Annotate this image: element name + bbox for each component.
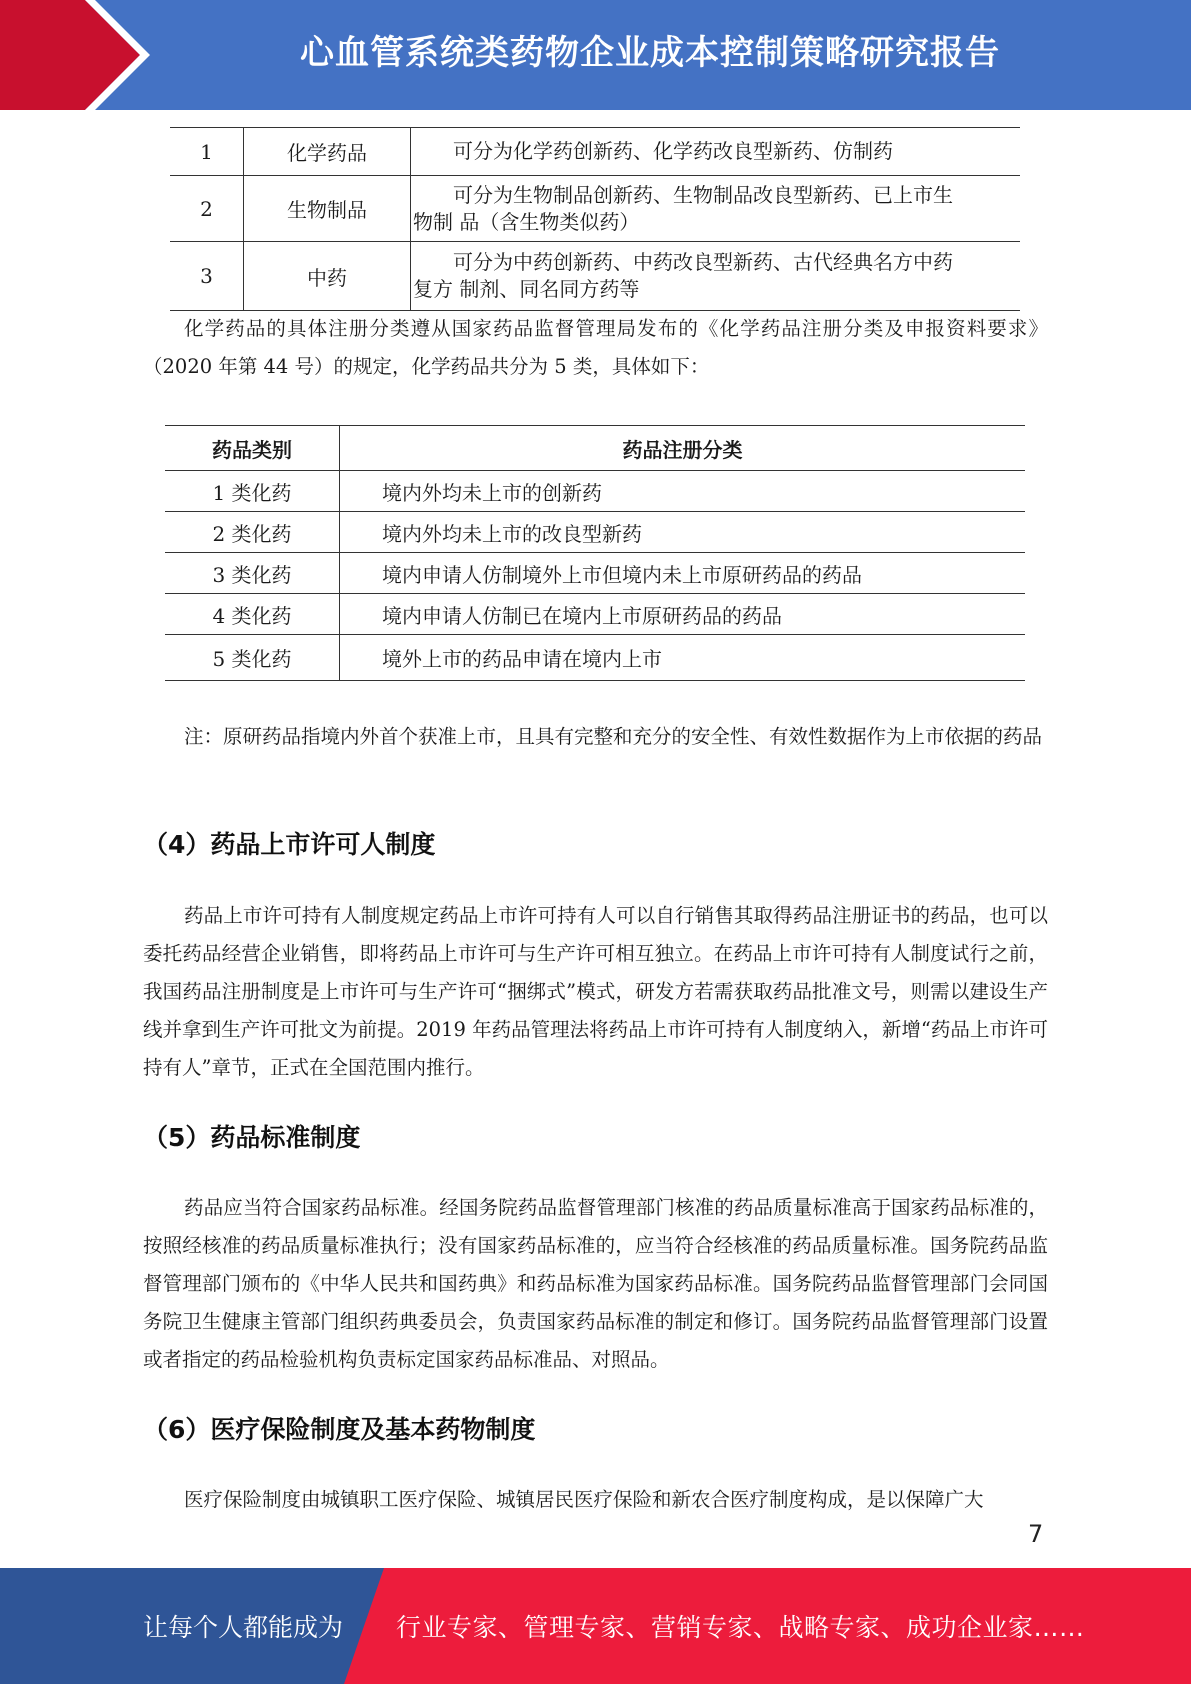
category-description: 可分为化学药创新药、化学药改良型新药、仿制药 [411,128,1021,176]
chemical-drug-registration-table [165,425,1025,681]
category-name: 中药 [244,242,411,311]
row-number: 1 [170,128,244,176]
footer-slogan-left: 让每个人都能成为 [143,1613,344,1642]
section-heading-6: （6）医疗保险制度及基本药物制度 [143,1415,536,1444]
table-row [165,594,1025,635]
table-row [165,553,1025,594]
page-number: 7 [1028,1520,1044,1548]
table-row [170,176,1020,242]
report-title: 心血管系统类药物企业成本控制策略研究报告 [300,33,1000,73]
note-paragraph: 注：原研药品指境内外首个获准上市，且具有完整和充分的安全性、有效性数据作为上市依据的药品 [184,725,1043,748]
table-row [170,242,1020,311]
table-row [165,635,1025,681]
section-heading-5: （5）药品标准制度 [143,1123,361,1152]
footer-slogan-right: 行业专家、管理专家、营销专家、战略专家、成功企业家…… [396,1613,1085,1642]
intro-paragraph: 化学药品的具体注册分类遵从国家药品监督管理局发布的《化学药品注册分类及申报资料要求》（2020 年第 44 号）的规定，化学药品共分为 5 类，具体如下： [143,317,1048,378]
table-row [165,512,1025,553]
category-name: 化学药品 [244,128,411,176]
registration-class: 境外上市的药品申请在境内上市 [340,635,1026,681]
drug-class: 5 类化药 [165,635,340,681]
drug-class: 3 类化药 [165,553,340,594]
table-row [170,128,1020,176]
registration-class: 境内外均未上市的改良型新药 [340,512,1026,553]
section-5-body: 药品应当符合国家药品标准。经国务院药品监督管理部门核准的药品质量标准高于国家药品标准的，按照经核准的药品质量标准执行；没有国家药品标准的，应当符合经核准的药品质量标准。国务院药品监督管理部门颁布的《中华人民共和国药典》和药品标准为国家药品标准。国务院药品监督管理部门会同国务院卫生健康主管部门组织药典委员会，负责国家药品标准的制定和修订。国务院药品监督管理部门设置或者指定的药品检验机构负责标定国家药品标准品、对照品。 [143,1196,1048,1371]
table-row [165,471,1025,512]
section-heading-4: （4）药品上市许可人制度 [143,830,436,859]
registration-class: 境内申请人仿制已在境内上市原研药品的药品 [340,594,1026,635]
category-description: 可分为生物制品创新药、生物制品改良型新药、已上市生 物制 品（含生物类似药） [411,176,1021,242]
row-number: 3 [170,242,244,311]
category-name: 生物制品 [244,176,411,242]
row-number: 2 [170,176,244,242]
drug-class: 4 类化药 [165,594,340,635]
page-header [0,0,1191,110]
registration-class: 境内申请人仿制境外上市但境内未上市原研药品的药品 [340,553,1026,594]
drug-category-table [170,127,1020,311]
column-header: 药品类别 [165,426,340,471]
drug-class: 1 类化药 [165,471,340,512]
drug-class: 2 类化药 [165,512,340,553]
category-description: 可分为中药创新药、中药改良型新药、古代经典名方中药 复方 制剂、同名同方药等 [411,242,1021,311]
column-header: 药品注册分类 [340,426,1026,471]
page-footer [0,1568,1191,1684]
section-4-body: 药品上市许可持有人制度规定药品上市许可持有人可以自行销售其取得药品注册证书的药品，也可以委托药品经营企业销售，即将药品上市许可与生产许可相互独立。在药品上市许可持有人制度试行之前，我国药品注册制度是上市许可与生产许可“捆绑式”模式，研发方若需获取药品批准文号，则需以建设生产线并拿到生产许可批文为前提。2019 年药品管理法将药品上市许可持有人制度纳入，新增“药品上市许可持有人”章节，正式在全国范围内推行。 [143,904,1048,1079]
registration-class: 境内外均未上市的创新药 [340,471,1026,512]
table-header-row [165,426,1025,471]
section-6-body: 医疗保险制度由城镇职工医疗保险、城镇居民医疗保险和新农合医疗制度构成，是以保障广大 [184,1488,984,1511]
